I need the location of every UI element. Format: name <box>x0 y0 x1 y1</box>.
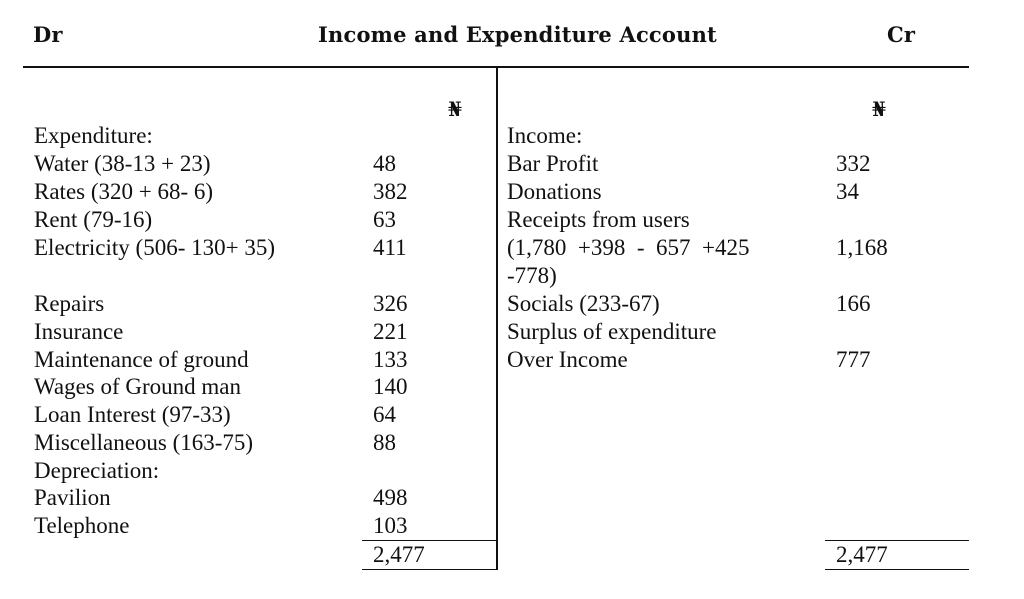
column-divider <box>496 67 498 570</box>
expenditure-amount: 133 <box>373 347 408 372</box>
expenditure-label: Repairs <box>34 291 105 316</box>
expenditure-amount: 48 <box>373 151 396 176</box>
income-label: Bar Profit <box>507 151 599 176</box>
expenditure-label: Insurance <box>34 319 124 344</box>
depreciation-amount: 103 <box>373 513 408 538</box>
expenditure-label: Electricity (506- 130+ 35) <box>34 235 275 260</box>
income-label: Over Income <box>507 347 628 372</box>
income-amount: 1,168 <box>836 235 888 260</box>
expenditure-total-bottom-rule <box>362 569 496 570</box>
expenditure-label: Miscellaneous (163-75) <box>34 430 254 455</box>
expenditure-heading: Expenditure: <box>34 123 153 148</box>
expenditure-label: Wages of Ground man <box>34 374 242 399</box>
income-amount: 166 <box>836 291 871 316</box>
income-label: -778) <box>507 263 557 288</box>
income-amount: 332 <box>836 151 871 176</box>
expenditure-label: Water (38-13 + 23) <box>34 151 211 176</box>
income-total-bottom-rule <box>825 569 969 570</box>
expenditure-amount: 64 <box>373 402 396 427</box>
expenditure-total: 2,477 <box>373 542 425 567</box>
depreciation-amount: 498 <box>373 485 408 510</box>
expenditure-amount: 382 <box>373 179 408 204</box>
income-amount: 777 <box>836 347 871 372</box>
expenditure-label: Maintenance of ground <box>34 347 249 372</box>
expenditure-label: Rent (79-16) <box>34 207 153 232</box>
expenditure-amount: 140 <box>373 374 408 399</box>
depreciation-label: Pavilion <box>34 485 111 510</box>
expenditure-label: Loan Interest (97-33) <box>34 402 231 427</box>
income-label: Surplus of expenditure <box>507 319 717 344</box>
expenditure-amount: 88 <box>373 430 396 455</box>
income-total: 2,477 <box>836 542 888 567</box>
expenditure-currency-symbol: ₦ <box>448 97 462 121</box>
expenditure-amount: 411 <box>373 235 407 260</box>
dr-label: Dr <box>33 22 63 47</box>
income-label: (1,780 +398 - 657 +425 <box>507 235 750 260</box>
expenditure-label: Rates (320 + 68- 6) <box>34 179 214 204</box>
expenditure-amount: 326 <box>373 291 408 316</box>
depreciation-heading: Depreciation: <box>34 458 160 483</box>
expenditure-amount: 221 <box>373 319 408 344</box>
expenditure-amount: 63 <box>373 207 396 232</box>
account-title: Income and Expenditure Account <box>318 22 717 47</box>
income-heading: Income: <box>507 123 583 148</box>
cr-label: Cr <box>887 22 916 47</box>
income-currency-symbol: ₦ <box>872 97 886 121</box>
income-label: Socials (233-67) <box>507 291 660 316</box>
income-amount: 34 <box>836 179 859 204</box>
income-label: Donations <box>507 179 602 204</box>
income-label: Receipts from users <box>507 207 690 232</box>
depreciation-label: Telephone <box>34 513 130 538</box>
